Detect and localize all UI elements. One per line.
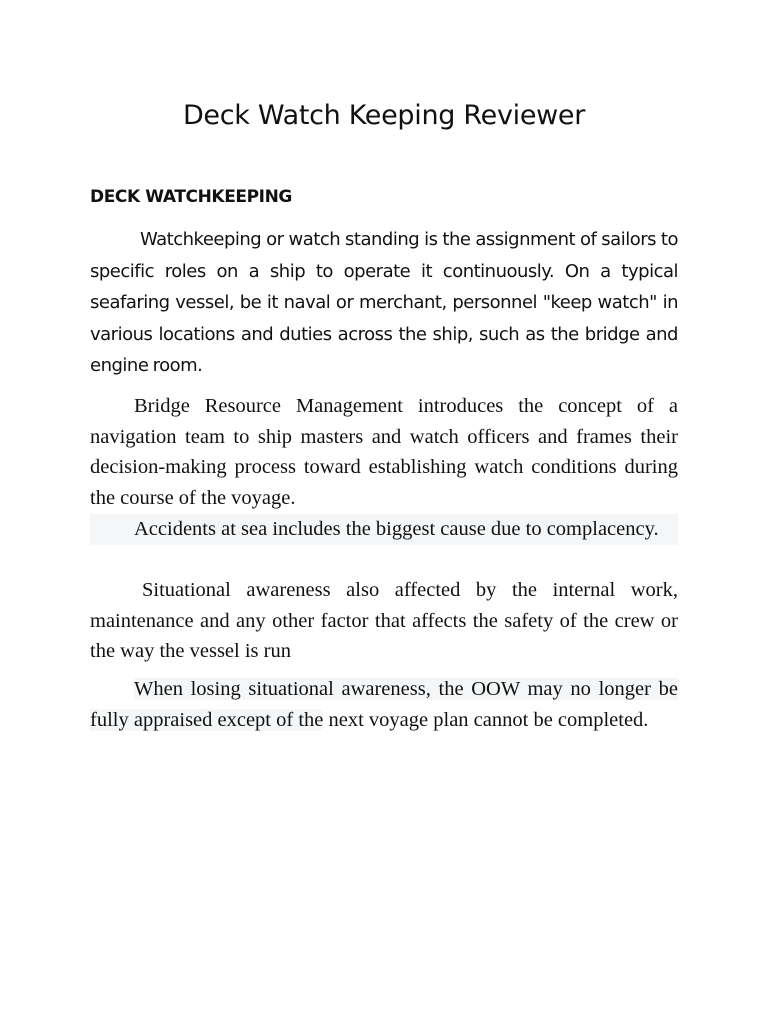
paragraph-continuation: next voyage plan cannot be completed. (323, 708, 649, 731)
paragraph-losing-awareness (90, 674, 678, 735)
paragraph-situational-awareness: Situational awareness also affected by the internal work, maintenance and any other factor that affects the safety of the crew or the way the vessel is run (90, 579, 678, 662)
paragraph-bridge-resource-management: Bridge Resource Management introduces the concept of a navigation team to ship masters and watch officers and frames their decision-making process toward establishing watch conditions during the course of the voyage. (90, 395, 678, 509)
highlighted-text: When losing situational awareness, the OOW may no longer be fully appraised except of the (90, 678, 678, 731)
document-title: Deck Watch Keeping Reviewer (182, 100, 586, 131)
paragraph-accidents-at-sea: Accidents at sea includes the biggest cause due to complacency. (90, 514, 678, 545)
section-heading: DECK WATCHKEEPING (90, 187, 292, 207)
paragraph-watchkeeping-definition: Watchkeeping or watch standing is the assignment of sailors to specific roles on a ship to operate it continuously. On a typical seafaring vessel, be it naval or merchant, personnel "keep watch" in various locations and duties across the ship, such as the bridge and engine room. (90, 229, 678, 376)
